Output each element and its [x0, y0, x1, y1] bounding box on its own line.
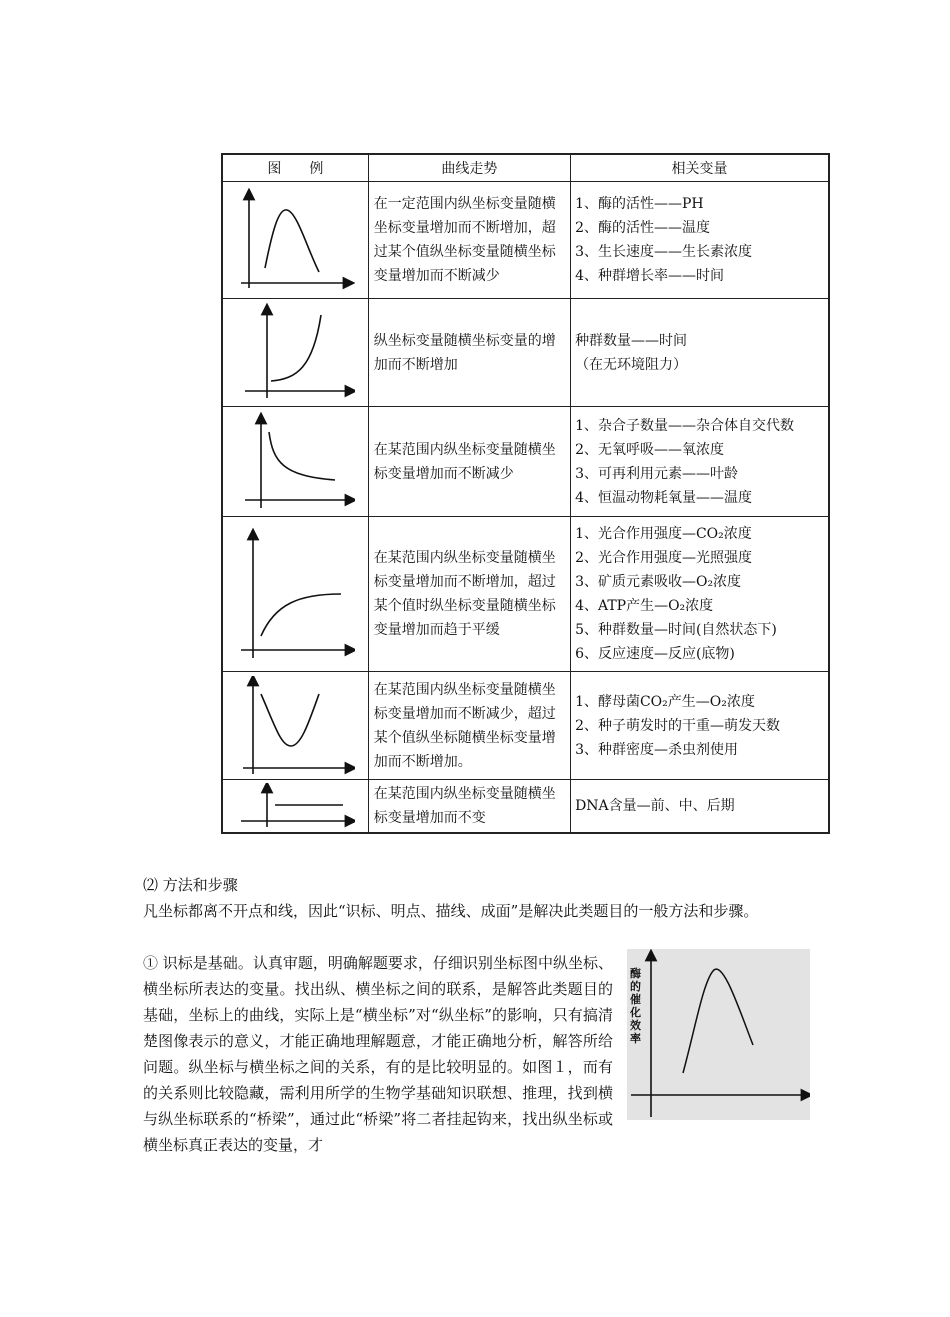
- flat-line-icon: [235, 783, 355, 829]
- variable-item: 4、ATP产生—O₂浓度: [575, 598, 714, 614]
- figure-1-ylabel: 酶的催化效率: [630, 967, 641, 1045]
- variable-item: 4、恒温动物耗氧量——温度: [575, 489, 752, 506]
- table-row: [222, 299, 829, 407]
- figure-cell: [222, 672, 368, 780]
- figure-cell: [222, 780, 368, 834]
- exponential-growth-curve-icon: [235, 303, 355, 403]
- figure-cell: [222, 407, 368, 517]
- figure-1: [627, 949, 810, 1120]
- variables-cell: [571, 407, 829, 517]
- variable-item: 2、光合作用强度—光照强度: [575, 550, 752, 566]
- variable-item: 3、可再利用元素——叶龄: [575, 465, 738, 482]
- variables-cell: [571, 182, 829, 299]
- body-paragraph: ① 识标是基础。认真审题，明确解题要求，仔细识别坐标图中纵坐标、横坐标所表达的变量。找出纵、横坐标之间的联系，是解答此类题目的基础，坐标上的曲线，实际上是“横坐标”对“纵坐标”的影响，只有搞清楚图像表示的意义，才能正确地理解题意，才能正确地分析，解答所给问题。纵坐标与横坐标之间的关系，有的是比较明显的。如图１，而有的关系则比较隐藏，需利用所学的生物学基础知识联想、推理，找到横与纵坐标联系的“桥梁”，通过此“桥梁”将二者挂起钩来，找出纵坐标或横坐标真正表达的变量，才: [143, 954, 613, 1154]
- section-title: ⑵ 方法和步骤: [143, 876, 238, 894]
- variable-item: 1、酵母菌CO₂产生—O₂浓度: [575, 693, 755, 710]
- variable-item: 种群数量——时间: [575, 332, 688, 349]
- figure-cell: [222, 517, 368, 672]
- variable-item: 1、光合作用强度—CO₂浓度: [575, 526, 752, 542]
- variable-item: 1、杂合子数量——杂合体自交代数: [575, 417, 794, 434]
- variables-cell: [571, 299, 829, 407]
- curve-table-container: [221, 153, 830, 834]
- variable-item: 6、反应速度—反应(底物): [575, 646, 735, 662]
- variable-item: 4、种群增长率——时间: [575, 268, 724, 284]
- trend-text: 在某范围内纵坐标变量随横坐标变量增加而不变: [368, 780, 570, 834]
- variable-item: 1、酶的活性——PH: [575, 196, 704, 212]
- variable-item: 3、生长速度——生长素浓度: [575, 244, 752, 260]
- rise-then-fall-curve-icon: [235, 188, 355, 293]
- variable-item: 2、酶的活性——温度: [575, 220, 710, 236]
- saturation-curve-icon: [235, 524, 355, 664]
- variable-item: 3、矿质元素吸收—O₂浓度: [575, 574, 742, 590]
- table-row: [222, 780, 829, 834]
- variable-item: 2、种子萌发时的干重—萌发天数: [575, 717, 780, 734]
- variables-cell: [571, 780, 829, 834]
- table-row: [222, 672, 829, 780]
- figure-cell: [222, 299, 368, 407]
- variable-item: 2、无氧呼吸——氧浓度: [575, 441, 724, 458]
- u-shaped-curve-icon: [235, 676, 355, 776]
- header-variables: 相关变量: [571, 154, 829, 182]
- table-row: [222, 517, 829, 672]
- decreasing-curve-icon: [235, 412, 355, 512]
- variable-item: 5、种群数量—时间(自然状态下): [575, 622, 777, 638]
- table-row: [222, 182, 829, 299]
- trend-text: 在某范围内纵坐标变量随横坐标变量增加而不断减少，超过某个值纵坐标随横坐标变量增加而不断增加。: [368, 672, 570, 780]
- variable-item: 3、种群密度—杀虫剂使用: [575, 741, 738, 758]
- figure-cell: [222, 182, 368, 299]
- variable-item: （在无环境阻力）: [575, 356, 688, 373]
- intro-paragraph: 凡坐标都离不开点和线，因此“识标、明点、描线、成面”是解决此类题目的一般方法和步骤。: [143, 902, 759, 920]
- enzyme-efficiency-curve-icon: [627, 949, 810, 1120]
- trend-text: 纵坐标变量随横坐标变量的增加而不断增加: [368, 299, 570, 407]
- header-trend: 曲线走势: [368, 154, 570, 182]
- trend-text: 在一定范围内纵坐标变量随横坐标变量增加而不断增加，超过某个值纵坐标变量随横坐标变量增加而不断减少: [368, 182, 570, 299]
- header-figure: 图 例: [222, 154, 368, 182]
- trend-text: 在某范围内纵坐标变量随横坐标变量增加而不断增加，超过某个值时纵坐标变量随横坐标变量增加而趋于平缓: [368, 517, 570, 672]
- table-header-row: [222, 154, 829, 182]
- trend-text: 在某范围内纵坐标变量随横坐标变量增加而不断减少: [368, 407, 570, 517]
- variable-item: DNA含量—前、中、后期: [575, 798, 735, 814]
- curve-trend-table: [221, 153, 830, 834]
- variables-cell: [571, 517, 829, 672]
- variables-cell: [571, 672, 829, 780]
- table-row: [222, 407, 829, 517]
